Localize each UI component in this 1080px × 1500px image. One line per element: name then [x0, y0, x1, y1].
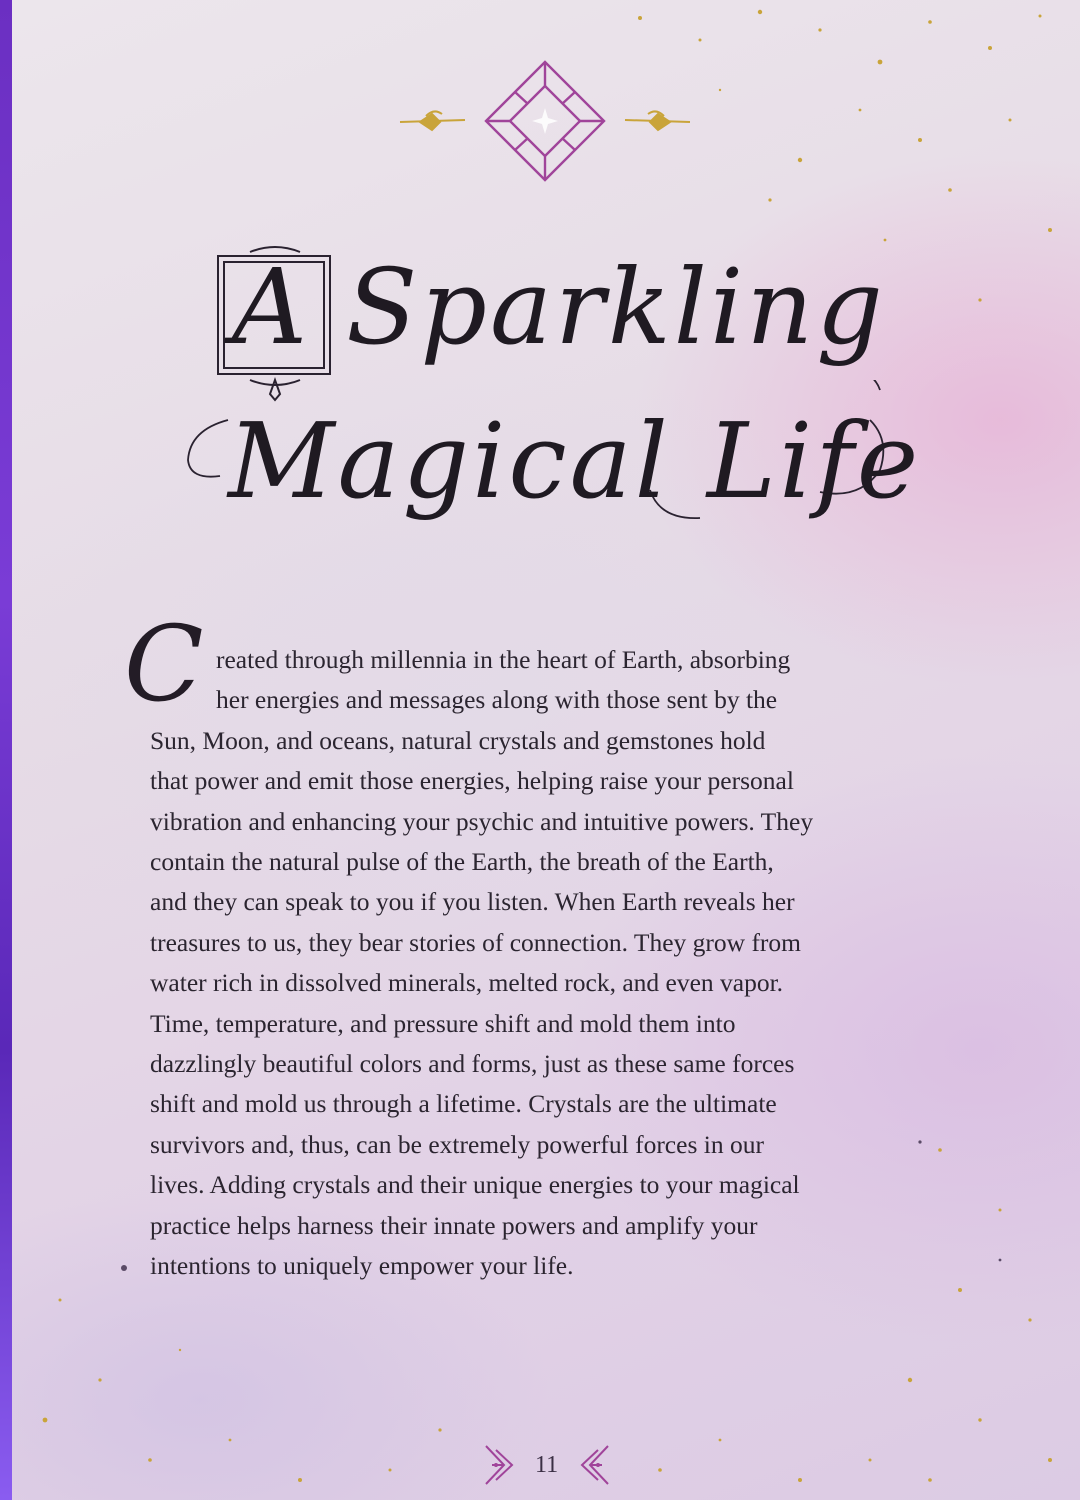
body-line: contain the natural pulse of the Earth, the breath of the Earth,	[150, 847, 774, 877]
body-line: water rich in dissolved minerals, melted rock, and even vapor.	[150, 968, 784, 998]
body-line: intentions to uniquely empower your life.	[150, 1251, 574, 1281]
title-line-2: Magical Life	[228, 400, 922, 522]
body-line: her energies and messages along with those sent by the	[216, 685, 778, 715]
body-line: that power and emit those energies, helping raise your personal	[150, 766, 794, 796]
body-paragraph	[150, 640, 940, 1287]
body-line: survivors and, thus, can be extremely powerful forces in our	[150, 1129, 764, 1159]
body-line: practice helps harness their innate powers and amplify your	[150, 1210, 758, 1240]
body-line: Sun, Moon, and oceans, natural crystals and gemstones hold	[150, 725, 766, 755]
body-line: dazzlingly beautiful colors and forms, just as these same forces	[150, 1049, 795, 1079]
drop-cap: C	[124, 603, 204, 725]
body-line: Time, temperature, and pressure shift and mold them into	[150, 1008, 736, 1038]
title-line-1: A Sparkling	[232, 246, 886, 368]
body-line: reated through millennia in the heart of Earth, absorbing	[216, 645, 791, 674]
crystal-diamond-icon	[390, 56, 700, 186]
body-line: vibration and enhancing your psychic and intuitive powers. They	[150, 806, 814, 836]
body-line: lives. Adding crystals and their unique energies to your magical	[150, 1170, 800, 1200]
body-line: shift and mold us through a lifetime. Crystals are the ultimate	[150, 1089, 777, 1119]
page-number: 11	[535, 1452, 559, 1478]
body-line: and they can speak to you if you listen. When Earth reveals her	[150, 887, 795, 917]
body-line: treasures to us, they bear stories of connection. They grow from	[150, 927, 802, 957]
